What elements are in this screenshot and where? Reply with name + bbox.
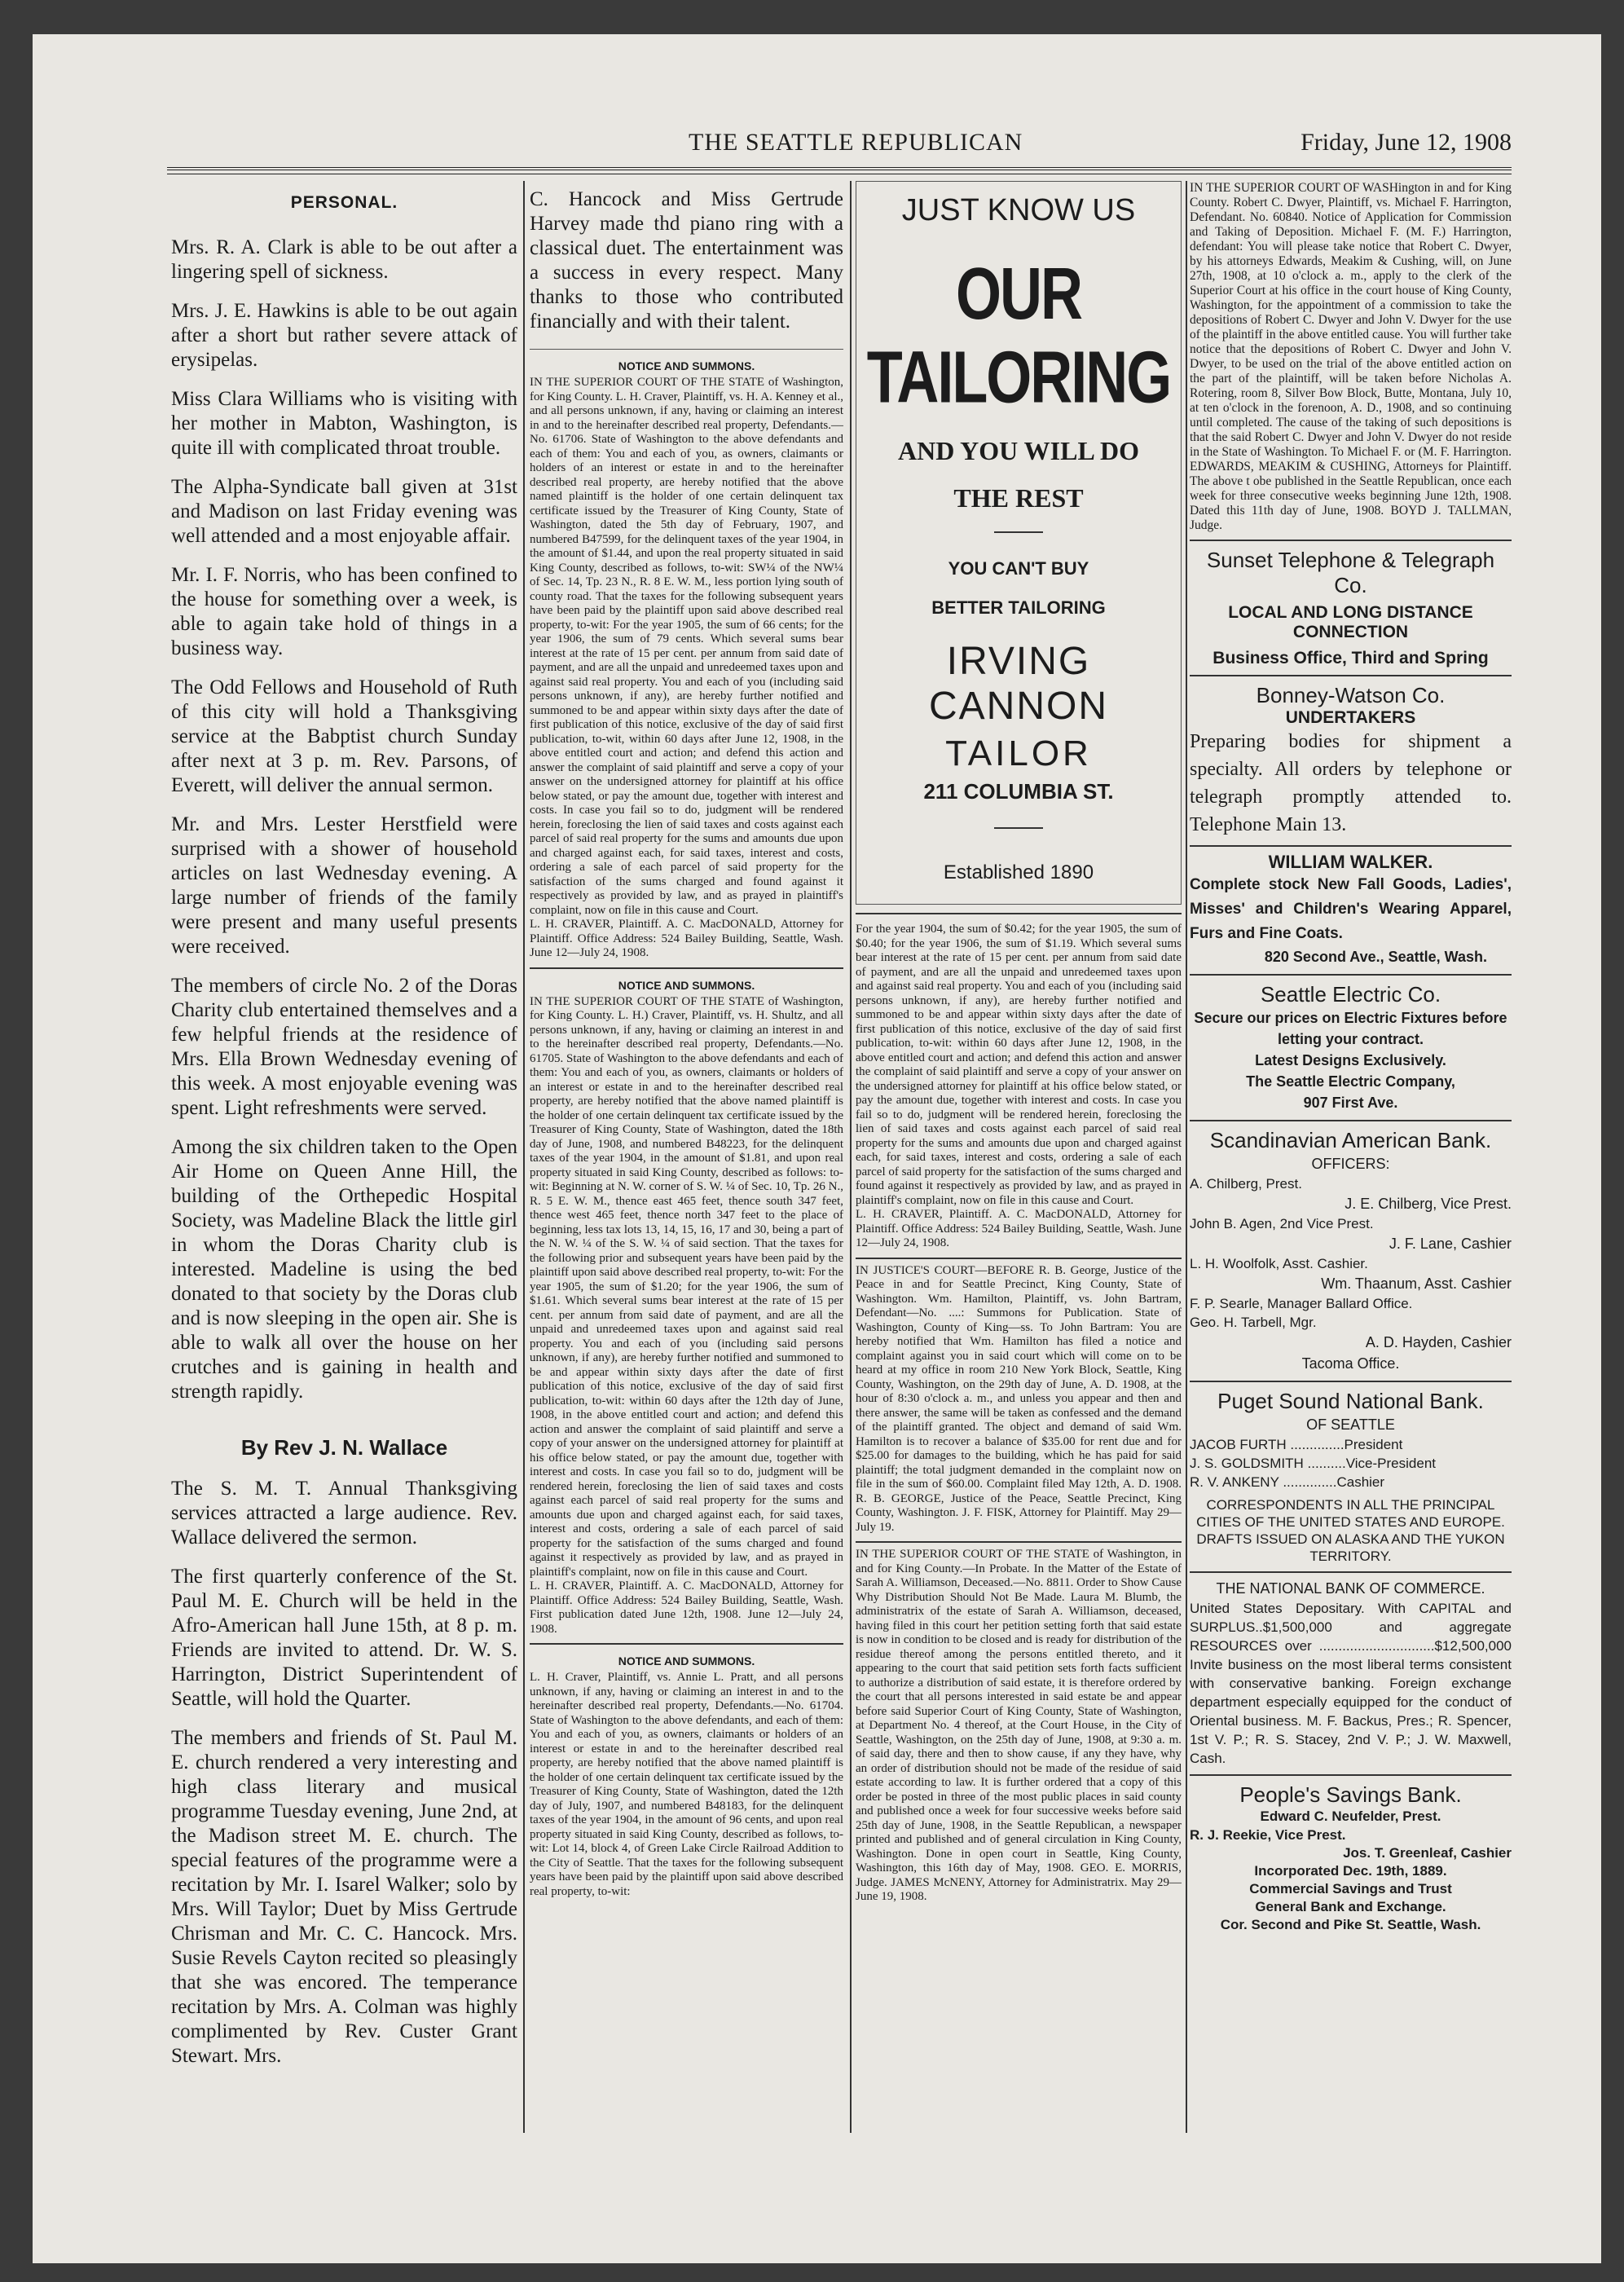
column-divider xyxy=(523,181,525,2133)
divider xyxy=(856,913,1182,914)
masthead xyxy=(167,129,1512,161)
news-item: Mr. and Mrs. Lester Herstfield were surprised with a shower of household articles on last Wednesday evening. A large number of friends of the family were present and many useful presents were received. xyxy=(171,813,517,958)
ad-line: Edward C. Neufelder, Prest. xyxy=(1260,1808,1441,1824)
ad-title: TAILOR xyxy=(945,734,1092,773)
news-item: The S. M. T. Annual Thanksgiving services attracted a large audience. Rev. Wallace delivered the sermon. xyxy=(171,1478,517,1548)
ad-address: 820 Second Ave., Seattle, Wash. xyxy=(1264,949,1487,965)
ad-line: AND YOU WILL DO xyxy=(897,436,1140,465)
legal-notice xyxy=(530,979,843,1645)
ad-line: JUST KNOW US xyxy=(901,193,1136,227)
ad-rule xyxy=(994,531,1043,533)
column-divider xyxy=(850,181,852,2133)
notice-body: IN THE SUPERIOR COURT OF WASHington in and for King County. Robert C. Dwyer, Plaintiff, vs. Michael F. Harrington, Defendant. No. 60840. Notice of Application for Commission and Taking of Deposition. Michael F. (M. F.) Harrington, defendant: You will please take notice that Robert C. Dwyer, by his attorneys Edwards, Meakim & Cushing, will, on June 27th, 1908, at 10 o'clock a. m., apply to the clerk of the Superior Court at his office in the court house of King County, Washington, for the appointment of a commission to take the depositions of Robert C. Dwyer and John V. Dwyer for the use of the plaintiff in the above entitled cause. You will further take notice that the depositions of Robert C. Dwyer and John V. Dwyer, to be used on the trial of the above entitled action on the part of the plaintiff, will be taken before Nicholas A. Rotering, room 8, Silver Bow Block, Butte, Montana, July 10, at ten o'clock in the forenoon, A. D., 1908, and so continuing until completed. The cause of the taking of such depositions is that the said Robert C. Dwyer and John V. Dwyer do not reside in the State of Washington. To Michael F. or (M. F. Harrington. EDWARDS, MEAKIM & CUSHING, Attorneys for Plaintiff. The above t obe published in the Seattle Republican, once each week for three consecutive weeks beginning June 12th, 1908. Dated this 11th day of June, 1908. BOYD J. TALLMAN, Judge. xyxy=(1190,181,1512,532)
ad-title: Scandinavian American Bank. xyxy=(1209,1128,1492,1152)
officer-line: J. E. Chilberg, Vice Prest. xyxy=(1345,1196,1512,1212)
ad-title: People's Savings Bank. xyxy=(1239,1782,1462,1807)
notice-body: IN THE SUPERIOR COURT OF THE STATE of Washington, in and for King County.—In Probate. In the Matter of the Estate of Sarah A. Williamson, Deceased.—No. 8811. Order to Show Cause Why Distribution Should Not Be Made. Laura M. Blumb, the administratrix of the estate of Sarah A. Williamson, deceased, having filed in this court her petition setting forth that said estate is now in condition to be closed and is ready for distribution of the residue thereof among the persons entitled thereto, and it appearing to the court that said petition sets forth facts sufficient to authorize a distribution of said estate, it is therefore ordered by the court that all persons interested in said estate be and appear before said Superior Court of King County, State of Washington, at Department No. 4 thereof, at the Court House, in the City of Seattle, Washington, on the 25th day of June, 1908, at 9:30 a. m. of said day, there and then to show cause, if any they have, why an order of distribution should not be made of the residue of said estate according to law. It is further ordered that a copy of this order be posted in three of the most public places in said county and published once a week for four successive weeks before said 25th day of June, 1908, in the Seattle Republican, a newspaper printed and published and of general circulation in King County, Washington. Done in open court in Seattle, King County, Washington, this 16th day of May, 1908. GEO. E. MORRIS, Judge. JAMES McNENY, Attorney for Administratrix. May 29—June 19, 1908. xyxy=(856,1548,1182,1903)
continued-item: C. Hancock and Miss Gertrude Harvey made thd piano ring with a classical duet. The entertainment was a success in every respect. Many thanks to those who contributed financially and with their talent. xyxy=(530,188,843,333)
bonney-watson-ad xyxy=(1190,683,1512,847)
ad-text: 907 First Ave. xyxy=(1303,1095,1398,1111)
officer-line: R. V. ANKENY ..............Cashier xyxy=(1190,1474,1385,1490)
column-personal xyxy=(171,181,517,2133)
notice-body: IN THE SUPERIOR COURT OF THE STATE of Washington, for King County. L. H. Craver, Plaintiff, vs. H. A. Kenney et al., and all persons unknown, if any, having or claiming an interest in and to the hereinafter described real property, Defendants.—No. 61706. State of Washington to the above defendants and each of them: You and each of you, as owners, claimants or holders of an interest or estate in and to the hereinafter described real property, are hereby notified that the above named plaintiff is the holder of one certain delinquent tax certificate issued by the Treasurer of King County, State of Washington, dated the 5th day of February, 1907, and numbered B47599, for the delinquent taxes of the year 1904, in the amount of $1.44, and upon the real property situated in said King County, described as follows, to-wit: SW¼ of the NW¼ of Sec. 14, Tp. 23 N., R. 8 E. W. M., less portion lying south of county road. That the taxes for the following subsequent years have been paid by the plaintiff upon said above described real property, to-wit: For the year 1905, the sum of 66 cents; for the year 1906, the sum of 79 cents. Which several sums bear interest at the rate of 15 per cent. per annum from said date of payment, and are all the unpaid and unredeemed taxes upon and against said real property. You and each of you (including said persons unknown, if any), are hereby further notified and summoned to be and appear within sixty days after the date of first publication of this notice, exclusive of the day of said first publication, to-wit, within 60 days after June 12, 1908, in the above entitled court and action; and defend this action and answer the complaint of said plaintiff and serve a copy of your answer on the undersigned attorney for plaintiff at his office below stated, or pay the amount due, together with interest and costs. In case you fail so to do, judgment will be rendered herein, foreclosing the lien of said taxes and costs against each parcel of said real property for the sums and amounts due upon and charged against each, for said taxes, interest and costs, ordering a sale of each parcel of said property for the satisfaction of the sums charged and found against it respectively as provided by law, and as prayed in plaintiff's complaint, now on file in this cause and Court. xyxy=(530,376,843,917)
newspaper-title: THE SEATTLE REPUBLICAN xyxy=(689,129,1023,156)
ad-line: General Bank and Exchange. xyxy=(1255,1899,1446,1914)
william-walker-ad xyxy=(1190,852,1512,976)
news-item: The Alpha-Syndicate ball given at 31st and Madison on last Friday evening was well attended and a most enjoyable affair. xyxy=(171,476,517,547)
ad-line: Incorporated Dec. 19th, 1889. xyxy=(1254,1863,1447,1879)
news-item: Miss Clara Williams who is visiting with her mother in Mabton, Washington, is quite ill with complicated throat trouble. xyxy=(171,388,517,459)
news-item: Among the six children taken to the Open Air Home on Queen Anne Hill, the building of the Orthepedic Hospital Society, was Madeline Black the little girl in whom the Doras Charity club is interested. Madeline is using the bed donated to that society by the Doras club and is now sleeping in the open air. She is able to walk all over the house on her crutches and is gaining in health and strength rapidly. xyxy=(171,1136,517,1403)
news-item: Mrs. R. A. Clark is able to be out after a lingering spell of sickness. xyxy=(171,236,517,283)
notice-heading: NOTICE AND SUMMONS. xyxy=(618,978,755,992)
sunset-telephone-ad xyxy=(1190,548,1512,676)
column-tailor xyxy=(856,181,1182,2133)
ad-title: Seattle Electric Co. xyxy=(1260,982,1441,1007)
legal-notice xyxy=(530,359,843,969)
legal-notice xyxy=(530,1654,843,1899)
seattle-electric-ad xyxy=(1190,982,1512,1121)
notice-signature: L. H. CRAVER, Plaintiff. A. C. MacDONALD, Attorney for Plaintiff. Office Address: 524 Bailey Building, Seattle, Wash. June 12—July 24, 1908. xyxy=(530,918,843,959)
ad-line: Business Office, Third and Spring xyxy=(1212,649,1489,667)
notice-body: IN JUSTICE'S COURT—BEFORE R. B. George, Justice of the Peace in and for Seattle Precinct, King County, State of Washington. Wm. Hamilton, Plaintiff, vs. John Bartram, Defendant—No. ....: Summons for Publication. State of Washington, County of King—ss. To John Bartram: You are hereby notified that Wm. Hamilton has filed a notice and complaint against you in said court which will come on to be heard at my office in room 210 New York Block, Seattle, King County, Washington, on the 29th day of June, A. D. 1908, at the hour of 8:30 o'clock a. m., and unless you appear and then and there answer, the same will be taken as confessed and the demand of the plaintiff granted. The object and demand of said Wm. Hamilton is to recover a balance of $35.00 for rent due and for $25.00 for damages to the building, which he has paid for said plaintiff; the total judgment demanded in the complaint now on file in the sum of $60.00. Complaint filed May 12th, A. D. 1908. R. B. GEORGE, Justice of the Peace, Seattle Precinct, King County, Washington. J. F. FISK, Attorney for Plaintiff. May 29—July 19. xyxy=(856,1263,1182,1534)
officer-line: John B. Agen, 2nd Vice Prest. xyxy=(1190,1216,1374,1231)
ad-title: Sunset Telephone & Telegraph Co. xyxy=(1206,548,1495,597)
ad-subtitle: UNDERTAKERS xyxy=(1285,708,1416,727)
news-item: The members of circle No. 2 of the Doras Charity club entertained themselves and a few helpful friends at the residence of Mrs. Ella Brown Wednesday evening of this week. A most enjoyable evening was spent. Light refreshments were served. xyxy=(171,975,517,1119)
justice-court-notice xyxy=(856,1264,1182,1544)
ad-text: Latest Designs Exclusively. xyxy=(1255,1052,1446,1068)
officer-line: A. Chilberg, Prest. xyxy=(1190,1176,1302,1192)
officer-line: A. D. Hayden, Cashier xyxy=(1365,1334,1512,1350)
news-item: The members and friends of St. Paul M. E. church rendered a very interesting and high class literary and musical programme Tuesday evening, June 2nd, at the Madison street M. E. church. The special features of the programme were a recitation by Mr. I. Isarel Walker; solo by Mrs. Will Taylor; Duet by Miss Gertrude Chrisman and Mr. C. C. Hancock. Mrs. Susie Revels Cayton recited so pleasingly that she was encored. The temperance recitation by Mrs. A. Colman was highly complimented by Rev. Custer Grant Stewart. Mrs. xyxy=(171,1727,517,2067)
issue-date: Friday, June 12, 1908 xyxy=(1301,129,1512,156)
notice-body: For the year 1904, the sum of $0.42; for the year 1905, the sum of $0.40; for the year 1906, the sum of $1.19. Which several sums bear interest at the rate of 15 per cent. per annum from said date of payment, and are all the unpaid and unredeemed taxes upon and against said real property. You and each of you (including said persons unknown, if any), are hereby further notified and summoned to be and appear within sixty days after the date of first publication of this notice, exclusive of the day of said first publication, to-wit: within 60 days after June 12, 1908, in the above entitled court and action; and defend this action and answer the complaint of said plaintiff and serve a copy of your answer on the undersigned attorney for plaintiff at his office below stated, or pay the amount due, together with interest and costs. In case you fail so to do, judgment will be rendered herein, foreclosing the lien of said taxes and costs against each parcel of said real property for the sums and amounts due upon and charged against each, for said taxes, interest and costs, ordering a sale of each parcel of said property for the satisfaction of the sums charged and found against it respectively as provided by law, and as prayed in plaintiff's complaint, now on file in this cause and Court. xyxy=(856,923,1182,1207)
notice-body: L. H. Craver, Plaintiff, vs. Annie L. Pratt, and all persons unknown, if any, having or claiming an interest in and to the hereinafter described real property, Defendants.—No. 61704. State of Washington to the above defendants, and each of them: You and each of you, as owners, claimants or holders of an interest or estate in and to the hereinafter described real property, are hereby notified that the above named plaintiff is the holder of one certain delinquent tax certificate issued by the Treasurer of King County, State of Washington, dated the 12th day of July, 1907, and numbered B48183, for the delinquent taxes of the year 1904, in the amount of 96 cents, and upon real property situated in said King County, described as follows, to-wit: Lot 14, block 4, of Green Lake Circle Railroad Addition to the City of Seattle. That the taxes for the following subsequent years have been paid by the plaintiff upon said above described real property, to-wit: xyxy=(530,1671,843,1898)
news-item: The first quarterly conference of the St. Paul M. E. Church will be held in the Afro-American hall June 15th, at 8 p. m. Friends are invited to attend. Dr. W. S. Harrington, District Superintendent of Seattle, will hold the Quarter. xyxy=(171,1566,517,1710)
ad-headline: OUR TAILORING xyxy=(866,253,1171,419)
divider xyxy=(530,349,843,350)
officer-line: L. H. Woolfolk, Asst. Cashier. xyxy=(1190,1256,1368,1271)
officer-line: JACOB FURTH ..............President xyxy=(1190,1437,1403,1452)
ad-line: Commercial Savings and Trust xyxy=(1249,1881,1452,1897)
ad-text: CORRESPONDENTS IN ALL THE PRINCIPAL CITIES OF THE UNITED STATES AND EUROPE. DRAFTS ISSUED ON ALASKA AND THE YUKON TERRITORY. xyxy=(1196,1497,1505,1564)
ad-title: Puget Sound National Bank. xyxy=(1217,1389,1484,1413)
scandinavian-bank-ad xyxy=(1190,1128,1512,1382)
probate-notice xyxy=(856,1548,1182,1905)
personal-heading: PERSONAL. xyxy=(290,193,398,212)
ad-line: R. J. Reekie, Vice Prest. xyxy=(1190,1827,1346,1843)
officer-line: F. P. Searle, Manager Ballard Office. xyxy=(1190,1296,1413,1311)
ad-text: The Seattle Electric Company, xyxy=(1246,1073,1455,1090)
ad-text: Complete stock New Fall Goods, Ladies', Misses' and Children's Wearing Apparel, Furs and Fine Coats. xyxy=(1190,876,1512,942)
ad-title: WILLIAM WALKER. xyxy=(1268,852,1433,872)
ad-line: LOCAL AND LONG DISTANCE CONNECTION xyxy=(1228,603,1473,641)
ad-line: Jos. T. Greenleaf, Cashier xyxy=(1343,1845,1512,1861)
masthead-rule xyxy=(167,167,1512,174)
byline-heading: By Rev J. N. Wallace xyxy=(240,1435,448,1460)
news-item: The Odd Fellows and Household of Ruth of this city will hold a Thanksgiving service at the Babptist church Sunday after next at 3 p. m. Rev. Parsons, of Everett, will deliver the annual sermon. xyxy=(171,676,517,796)
ad-line: Cor. Second and Pike St. Seattle, Wash. xyxy=(1220,1917,1481,1932)
ad-title: Bonney-Watson Co. xyxy=(1256,683,1446,707)
notice-signature: L. H. CRAVER, Plaintiff. A. C. MacDONALD, Attorney for Plaintiff. Office Address: 524 Bailey Building, Seattle, Wash. June 12—July 24, 1908. xyxy=(856,1208,1182,1249)
tailor-advertisement xyxy=(856,181,1182,905)
news-item: Mrs. J. E. Hawkins is able to be out again after a short but rather severe attack of erysipelas. xyxy=(171,300,517,371)
deposition-notice xyxy=(1190,181,1512,541)
news-item: Mr. I. F. Norris, who has been confined to the house for something over a week, is able to again take hold of things in a business way. xyxy=(171,564,517,659)
ad-name: IRVING CANNON xyxy=(928,640,1108,728)
ad-title: THE NATIONAL BANK OF COMMERCE. xyxy=(1216,1580,1485,1597)
ad-address: 211 COLUMBIA ST. xyxy=(923,779,1114,804)
ad-text: Preparing bodies for shipment a specialty. All orders by telephone or telegraph promptly attended to. Telephone Main 13. xyxy=(1190,731,1512,835)
officer-line: J. F. Lane, Cashier xyxy=(1389,1236,1512,1252)
officer-line: J. S. GOLDSMITH ..........Vice-President xyxy=(1190,1456,1436,1471)
column-ads xyxy=(1190,181,1512,2133)
ad-line: BETTER TAILORING xyxy=(931,597,1106,618)
notice-heading: NOTICE AND SUMMONS. xyxy=(618,359,755,372)
notice-body: IN THE SUPERIOR COURT OF THE STATE of Washington, for King County. L. H.) Craver, Plaintiff, vs. H. Shultz, and all persons unknown, if any, having or claiming an interest in and to the hereinafter described real property, Defendants.—No. 61705. State of Washington to the above defendants and each of them: You and each of you, as owners, claimants or holders of an interest or estate in and to the hereinafter described real property, are hereby notified that the above named plaintiff is the holder of one certain delinquent tax certificate issued by the Treasurer of King County, State of Washington, dated the 18th day of June, 1908, and numbered B48223, for the delinquent taxes of the year 1904, in the amount of $1.81, and upon real property situated in said King County, described as follows: to-wit: Beginning at N. W. corner of S. W. ¼ of Sec. 10, Tp. 26 N., R. 5 E. W. M., thence east 465 feet, thence south 347 feet, thence west 465 feet, thence north 347 feet to the place of beginning, less tax lots 13, 14, 15, 16, 17 and 30, being a part of the N. W. ¼ of the S. W. ¼ of said section. That the taxes for the following prior and subsequent years have been paid by the plaintiff upon said above described real property, to-wit: For the year 1905, the sum of $1.20; for the year 1906, the sum of $1.61. Which several sums bear interest at the rate of 15 per cent. per annum from said date of payment, and are all the unpaid and unredeemed taxes upon and against said real property. You and each of you (including said persons unknown, if any), are hereby further notified and summoned to be and appear within sixty days after the date of first publication of this notice, exclusive of the day of said first publication, to-wit: within 60 days after the 12th day of June, 1908, in the above entitled court and action; and defend this action and answer the complaint of said plaintiff and serve a copy of your answer on the undersigned attorney for plaintiff at his office below stated, or pay the amount due, together with interest and costs. In case you fail so to do, judgment will be rendered herein, foreclosing the lien of said taxes and costs against each parcel of said real property for the sums and amounts due upon and charged against each, for said taxes, interest and costs, ordering a sale of each parcel of said property for the satisfaction of the sums charged and found against it respectively as provided by law, and as prayed in plaintiff's complaint, now on file in this cause and Court. xyxy=(530,994,843,1579)
officer-line: Geo. H. Tarbell, Mgr. xyxy=(1190,1315,1317,1330)
officer-line: Tacoma Office. xyxy=(1301,1355,1400,1372)
puget-sound-bank-ad xyxy=(1190,1389,1512,1573)
notice-heading: NOTICE AND SUMMONS. xyxy=(618,1654,755,1667)
ad-text: United States Depositary. With CAPITAL and SURPLUS..$1,500,000 and aggregate RESOURCES over ..............................$12,500,000 Invite business on the most liberal terms consistent with conservative banking. Foreign exchange department especially equipped for the conduct of Oriental business. M. F. Backus, Pres.; R. Spencer, 1st V. P.; R. S. Stacey, 2nd V. P.; J. W. Maxwell, Cash. xyxy=(1190,1601,1512,1766)
ad-established: Established 1890 xyxy=(943,861,1094,883)
ad-text: Secure our prices on Electric Fixtures before letting your contract. xyxy=(1194,1010,1507,1047)
column-divider xyxy=(1186,181,1187,2133)
peoples-savings-bank-ad xyxy=(1190,1782,1512,1934)
ad-rule xyxy=(994,827,1043,829)
ad-line: THE REST xyxy=(953,483,1084,513)
ad-line: YOU CAN'T BUY xyxy=(948,558,1089,579)
notice-signature: L. H. CRAVER, Plaintiff. A. C. MacDONALD, Attorney for Plaintiff. Office Address: 524 Bailey Building, Seattle, Wash. First publication dated June 12th, 1908. June 12—July 24, 1908. xyxy=(530,1579,843,1636)
officer-line: Wm. Thaanum, Asst. Cashier xyxy=(1321,1275,1512,1292)
legal-notice xyxy=(856,923,1182,1259)
ad-subtitle: OF SEATTLE xyxy=(1306,1416,1395,1433)
column-notices xyxy=(530,181,843,2133)
ad-subtitle: OFFICERS: xyxy=(1311,1156,1390,1172)
national-bank-of-commerce-ad xyxy=(1190,1578,1512,1776)
